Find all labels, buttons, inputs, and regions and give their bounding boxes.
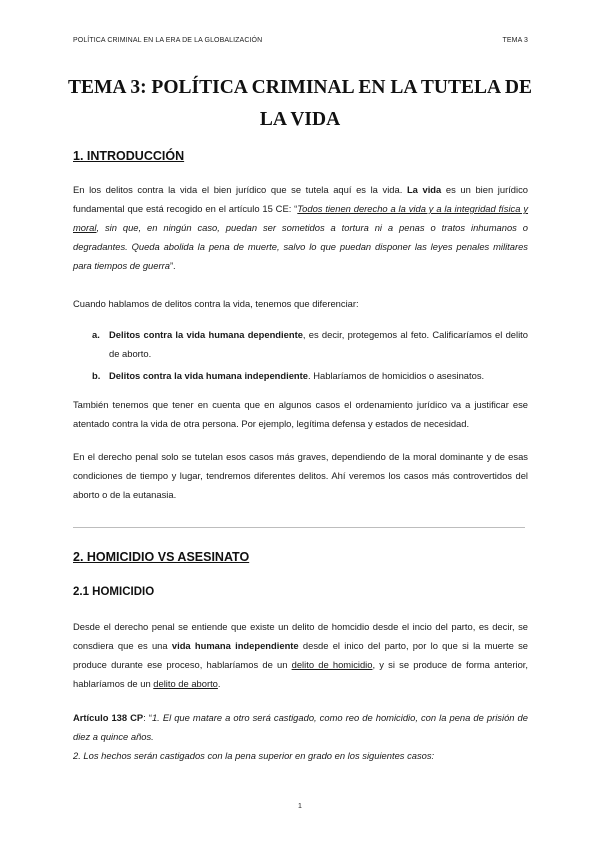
list-item-bold: Delitos contra la vida humana dependiente <box>109 329 303 340</box>
text-run: , y si se produce de forma anterior, hablaríamos de un <box>73 659 529 689</box>
paragraph-justificacion: También tenemos que tener en cuenta que en algunos casos el ordenamiento jurídico va a justificar ese atentado contra la vida de otra persona. Por ejemplo, legítima defensa y estados de necesidad. <box>73 399 528 429</box>
article-text: 2. Los hechos serán castigados con la pena superior en grado en los siguientes casos: <box>73 750 435 761</box>
text-run: Desde el derecho penal se entiende que existe un delito de homcidio desde el incio del parto, es decir, se consdiera que es una <box>73 621 528 651</box>
text-run: : “ <box>143 712 152 723</box>
quoted-underlined-text: Todos tienen derecho a la vida y a la integridad física y moral <box>73 203 529 233</box>
list-item <box>92 325 528 363</box>
bold-term: vida humana independiente <box>171 640 299 651</box>
paragraph-articulo-138 <box>73 708 528 765</box>
paragraph-homicidio <box>73 617 528 693</box>
running-header-right: TEMA 3 <box>502 37 528 44</box>
list-item-text: , es decir, protegemos al feto. Calificaríamos el delito de aborto. <box>109 329 528 359</box>
text-run: desde el inico del parto, por lo que si la muerte se produce durante ese proceso, hablaríamos de un <box>73 640 528 670</box>
article-text: 1. El que matare a otro será castigado, como reo de homicidio, con la pena de prisión de diez a quince años. <box>73 712 528 742</box>
section-heading-introduccion: 1. INTRODUCCIÓN <box>73 149 185 163</box>
horizontal-divider <box>73 527 525 528</box>
underlined-term: delito de homicidio <box>291 659 373 670</box>
text-run: . <box>217 678 221 689</box>
list-item-text: . Hablaríamos de homicidios o asesinatos. <box>308 370 485 381</box>
text-run: En los delitos contra la vida el bien jurídico que se tutela aquí es la vida. <box>73 184 407 195</box>
article-label: Artículo 138 CP <box>73 712 144 723</box>
subsection-heading-homicidio: 2.1 HOMICIDIO <box>73 586 155 598</box>
bold-term: La vida <box>406 184 442 195</box>
paragraph-derecho-penal: En el derecho penal solo se tutelan esos casos más graves, dependiendo de la moral dominante y de esas condiciones de tiempo y lugar, tendremos diferentes delitos. Ahí veremos los casos más controvertidos del aborto o de la eutanasia. <box>73 451 528 500</box>
list-item-bold: Delitos contra la vida humana independiente <box>109 370 308 381</box>
text-run: es un bien jurídico fundamental que está recogido en el artículo 15 CE: “ <box>73 184 529 214</box>
page-number: 1 <box>298 803 302 810</box>
paragraph-diferenciar: Cuando hablamos de delitos contra la vida, tenemos que diferenciar: <box>73 298 359 309</box>
list-item <box>92 366 528 385</box>
section-heading-homicidio-vs-asesinato: 2. HOMICIDIO VS ASESINATO <box>73 550 250 564</box>
list-marker: b. <box>92 370 101 381</box>
list-marker: a. <box>92 329 100 340</box>
document-title: TEMA 3: POLÍTICA CRIMINAL EN LA TUTELA DE LA VIDA <box>68 77 532 130</box>
quoted-text: , sin que, en ningún caso, puedan ser sometidos a tortura ni a penas o tratos inhumanos o degradantes. Queda abolida la pena de muerte, salvo lo que puedan disponer las leyes penales militares para tiempos de guerra <box>73 222 528 271</box>
underlined-term: delito de aborto <box>153 678 218 689</box>
paragraph-intro-vida <box>73 180 528 275</box>
text-run: ”. <box>169 260 176 271</box>
running-header-left: POLÍTICA CRIMINAL EN LA ERA DE LA GLOBALIZACIÓN <box>73 37 263 44</box>
